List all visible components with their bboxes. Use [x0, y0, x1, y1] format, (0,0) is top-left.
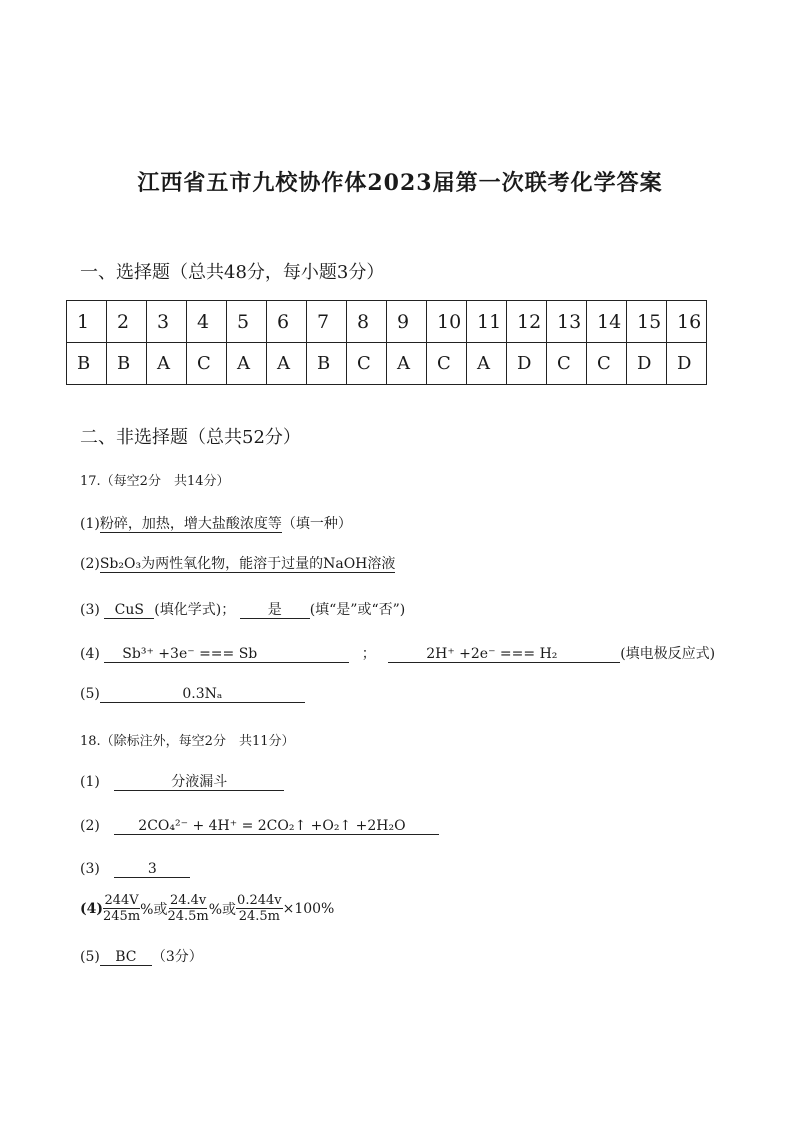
q18-part5-answer: BC	[100, 949, 152, 966]
answer-cell: D	[507, 343, 547, 385]
q17-part4-number: (4)	[80, 646, 100, 662]
answer-cell: C	[347, 343, 387, 385]
q17-header: 17.（每空2分 共14分）	[80, 474, 230, 489]
question-number-cell: 9	[387, 301, 427, 343]
question-number-cell: 4	[187, 301, 227, 343]
q17-part3-answer-2: 是	[240, 602, 310, 619]
q17-part2-answer: Sb₂O₃为两性氧化物，能溶于过量的NaOH溶液	[99, 556, 396, 572]
q17-part3	[80, 599, 405, 619]
q18-part2	[80, 818, 439, 835]
q18-part2-answer: 2CO₄²⁻ + 4H⁺ = 2CO₂↑ +O₂↑ +2H₂O	[114, 818, 439, 835]
answer-cell: D	[667, 343, 707, 385]
answer-cell: A	[267, 343, 307, 385]
q18-part2-number: (2)	[80, 818, 100, 834]
fraction-3-numerator: 0.244v	[237, 893, 282, 908]
question-number-cell: 8	[347, 301, 387, 343]
answer-cell: B	[107, 343, 147, 385]
q18-part4	[80, 893, 334, 924]
fraction-1-denominator: 245m	[103, 909, 141, 924]
q17-part3-note-1: (填化学式)；	[154, 602, 236, 618]
answer-table-answer-row	[67, 343, 707, 385]
section-1-heading: 一、选择题（总共48分，每小题3分）	[80, 262, 385, 283]
q17-part4	[80, 643, 715, 663]
section-2-heading: 二、非选择题（总共52分）	[80, 427, 301, 448]
answer-table-number-row	[67, 301, 707, 343]
question-number-cell: 1	[67, 301, 107, 343]
fraction-2-denominator: 24.5m	[167, 909, 209, 924]
question-number-cell: 2	[107, 301, 147, 343]
q17-part3-number: (3)	[80, 602, 100, 618]
q17-part1-note: （填一种）	[281, 516, 352, 532]
q18-part4-percent-or-2: %或	[208, 901, 237, 918]
q18-part5-number: (5)	[80, 949, 100, 965]
answer-cell: B	[67, 343, 107, 385]
q18-part4-fraction-2	[167, 893, 208, 924]
answer-cell: D	[627, 343, 667, 385]
q18-part3	[80, 861, 190, 878]
answer-cell: A	[387, 343, 427, 385]
fraction-3-denominator: 24.5m	[238, 909, 280, 924]
answer-cell: C	[187, 343, 227, 385]
question-number-cell: 14	[587, 301, 627, 343]
question-number-cell: 6	[267, 301, 307, 343]
q18-part1-answer: 分液漏斗	[114, 774, 284, 791]
q17-part4-answer-2: 2H⁺ +2e⁻ === H₂	[388, 646, 620, 663]
q18-part4-number: (4)	[80, 900, 103, 917]
q17-part4-separator: ；	[361, 646, 376, 662]
q17-part3-answer-1: CuS	[104, 602, 154, 619]
q18-part4-fraction-3	[236, 893, 283, 924]
answer-cell: C	[547, 343, 587, 385]
q18-part5	[80, 946, 203, 966]
question-number-cell: 11	[467, 301, 507, 343]
question-number-cell: 12	[507, 301, 547, 343]
answer-cell: C	[587, 343, 627, 385]
question-number-cell: 16	[667, 301, 707, 343]
q17-part5	[80, 686, 305, 703]
q18-part1-number: (1)	[80, 774, 100, 790]
q17-part4-note: (填电极反应式)	[620, 646, 716, 662]
q18-part3-number: (3)	[80, 861, 100, 877]
q17-part5-answer: 0.3Nₐ	[100, 686, 305, 703]
question-number-cell: 15	[627, 301, 667, 343]
answer-cell: A	[227, 343, 267, 385]
q17-part2-number: (2)	[80, 556, 100, 572]
answer-cell: A	[147, 343, 187, 385]
answer-table	[66, 300, 707, 385]
question-number-cell: 5	[227, 301, 267, 343]
answer-cell: A	[467, 343, 507, 385]
q18-part1	[80, 774, 284, 791]
page-title: 江西省五市九校协作体2023届第一次联考化学答案	[137, 170, 663, 196]
q17-part5-number: (5)	[80, 686, 100, 702]
q17-part1-number: (1)	[80, 516, 100, 532]
q17-part4-answer-1: Sb³⁺ +3e⁻ === Sb	[104, 646, 349, 663]
q17-part3-note-2: (填“是”或“否”)	[309, 602, 406, 618]
answer-cell: C	[427, 343, 467, 385]
q18-header: 18.（除标注外，每空2分 共11分）	[80, 734, 295, 749]
question-number-cell: 13	[547, 301, 587, 343]
q17-part2	[80, 556, 395, 573]
q17-part1	[80, 513, 352, 533]
q17-part1-answer: 粉碎，加热，增大盐酸浓度等	[99, 516, 282, 532]
q18-part4-percent-or-1: %或	[140, 901, 168, 918]
q18-part5-note: （3分）	[151, 949, 203, 965]
question-number-cell: 7	[307, 301, 347, 343]
q18-part4-fraction-1	[103, 893, 140, 924]
q18-part3-answer: 3	[114, 861, 190, 878]
fraction-1-numerator: 244V	[104, 893, 139, 908]
question-number-cell: 10	[427, 301, 467, 343]
q18-part4-tail: ×100%	[282, 900, 335, 917]
question-number-cell: 3	[147, 301, 187, 343]
answer-cell: B	[307, 343, 347, 385]
fraction-2-numerator: 24.4v	[169, 893, 207, 908]
